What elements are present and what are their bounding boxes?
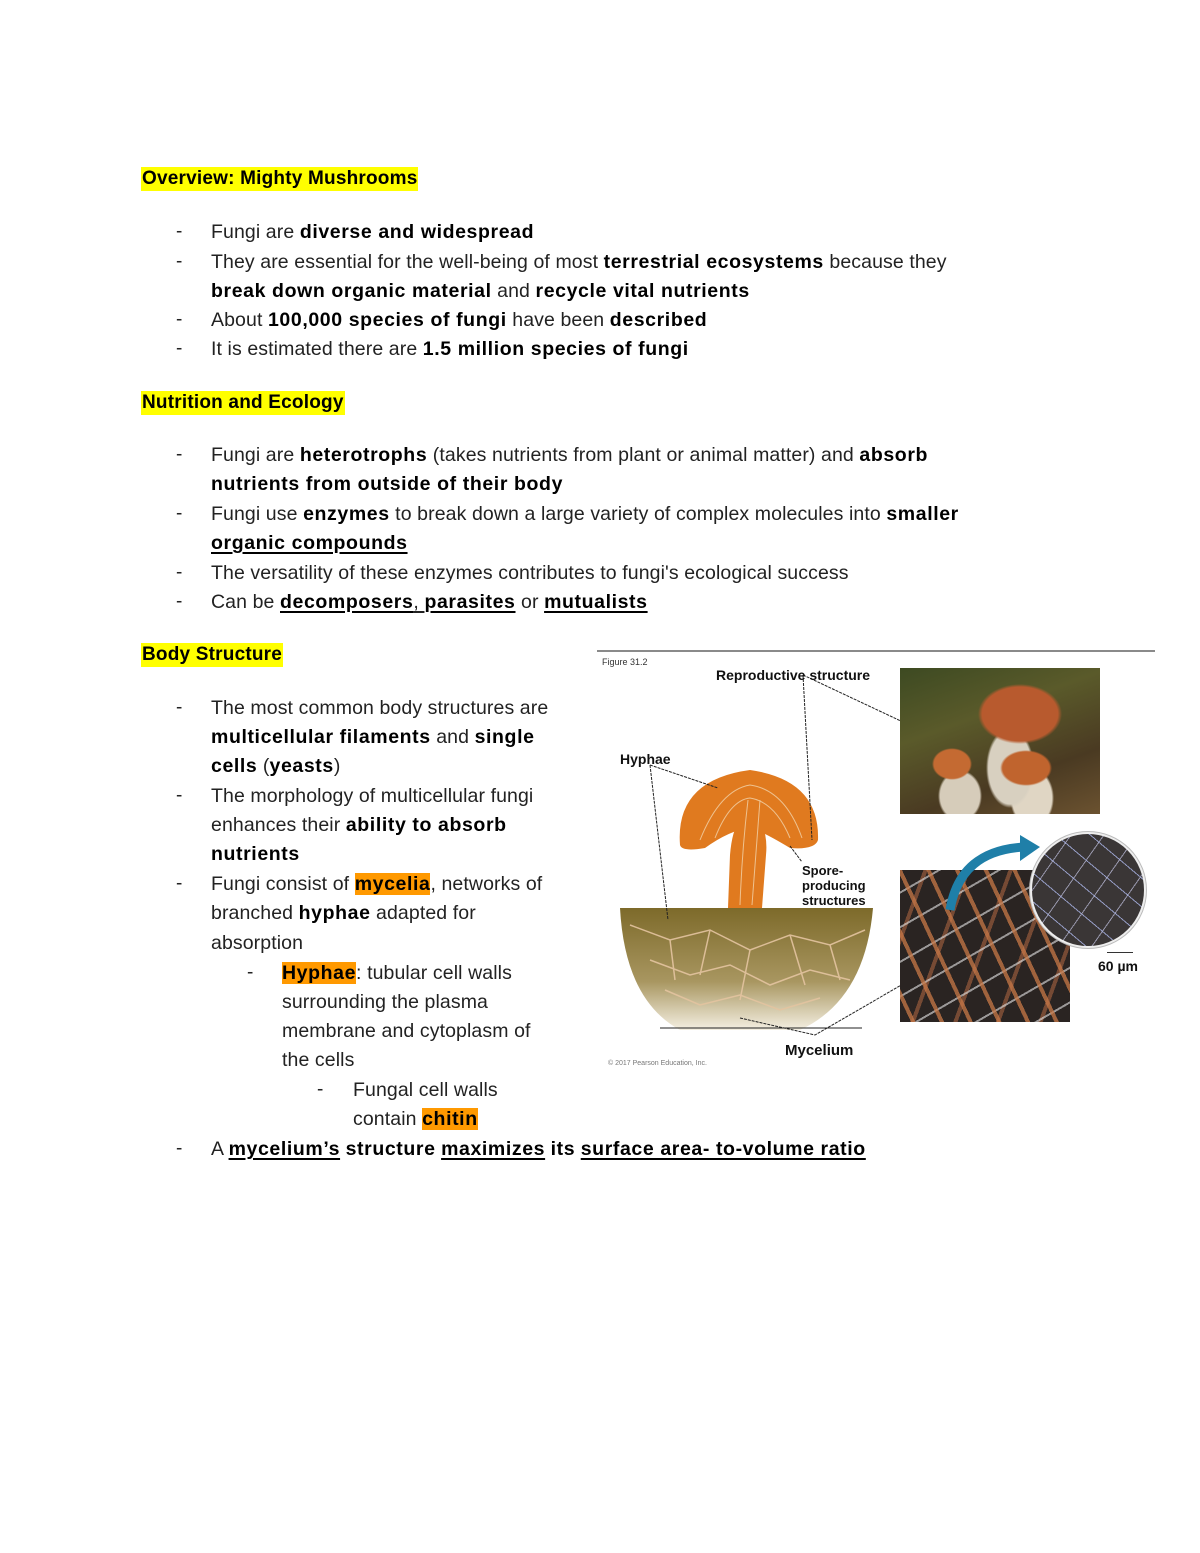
bullet-text: About 100,000 species of fungi have been described — [211, 309, 708, 331]
bullet-dash: - — [176, 873, 183, 894]
bullet-text: Can be decomposers, parasites or mutualists — [211, 591, 648, 613]
label-scale: 60 µm — [1098, 958, 1138, 974]
highlight-chitin: chitin — [422, 1108, 478, 1130]
bullet-text: A mycelium’s structure maximizes its surface area- to-volume ratio — [211, 1138, 866, 1160]
label-spore-1: Spore- — [802, 863, 844, 878]
bullet-text: Fungi are heterotrophs (takes nutrients from plant or animal matter) and absorb — [211, 444, 929, 466]
label-mycelium: Mycelium — [785, 1042, 854, 1059]
sub-bullet-text-continued: membrane and cytoplasm of — [282, 1020, 531, 1042]
sub-bullet-text: Hyphae: tubular cell walls — [282, 962, 512, 984]
bullet-dash: - — [176, 503, 183, 524]
bullet-dash: - — [176, 1138, 183, 1159]
sub-bullet-dash: - — [247, 962, 254, 983]
bullet-text: Fungi are diverse and widespread — [211, 221, 535, 243]
bullet-text-continued: cells (yeasts) — [211, 755, 341, 777]
bullet-dash: - — [176, 591, 183, 612]
bullet-text-continued: multicellular filaments and single — [211, 726, 535, 748]
figure-credit: © 2017 Pearson Education, Inc. — [608, 1060, 707, 1067]
micrograph-inset — [1030, 832, 1146, 948]
bullet-text-continued: organic compounds — [211, 532, 408, 554]
label-spore-3: structures — [802, 893, 866, 908]
bullet-dash: - — [176, 444, 183, 465]
bullet-text: They are essential for the well-being of most terrestrial ecosystems because they — [211, 251, 947, 273]
bullet-text-continued: enhances their ability to absorb — [211, 814, 507, 836]
heading-body-structure: Body Structure — [142, 644, 283, 665]
bullet-dash: - — [176, 562, 183, 583]
label-hyphae: Hyphae — [620, 751, 671, 767]
bullet-dash: - — [176, 309, 183, 330]
bullet-dash: - — [176, 785, 183, 806]
sub-sub-bullet-text-continued: contain chitin — [353, 1108, 478, 1130]
mushroom-photo — [900, 668, 1100, 814]
highlight-mycelia: mycelia — [354, 873, 431, 895]
bullet-dash: - — [176, 221, 183, 242]
label-reproductive-structure: Reproductive structure — [716, 667, 871, 683]
sub-bullet-text-continued: surrounding the plasma — [282, 991, 488, 1013]
bullet-text-continued: nutrients — [211, 843, 300, 865]
bullet-text: Fungi consist of mycelia, networks of — [211, 873, 543, 895]
figure-fungal-structure — [590, 640, 1170, 1080]
bullet-dash: - — [176, 251, 183, 272]
figure-caption: Figure 31.2 — [602, 657, 648, 667]
sub-sub-bullet-text: Fungal cell walls — [353, 1079, 498, 1101]
sub-sub-bullet-dash: - — [317, 1079, 324, 1100]
heading-nutrition-ecology: Nutrition and Ecology — [142, 392, 344, 413]
bullet-text-continued: nutrients from outside of their body — [211, 473, 564, 495]
sub-bullet-text-continued: the cells — [282, 1049, 355, 1071]
scale-bar — [1107, 952, 1133, 953]
bullet-text-continued: branched hyphae adapted for — [211, 902, 476, 924]
heading-overview: Overview: Mighty Mushrooms — [142, 168, 418, 189]
bullet-text: The versatility of these enzymes contributes to fungi's ecological success — [211, 562, 849, 584]
bullet-dash: - — [176, 697, 183, 718]
bullet-text-continued: absorption — [211, 932, 304, 954]
bullet-dash: - — [176, 338, 183, 359]
highlight-hyphae: Hyphae — [282, 962, 357, 984]
label-spore-2: producing — [802, 878, 866, 893]
bullet-text-continued: break down organic material and recycle vital nutrients — [211, 280, 750, 302]
bullet-text: The morphology of multicellular fungi — [211, 785, 534, 807]
bullet-text: It is estimated there are 1.5 million species of fungi — [211, 338, 689, 360]
bullet-text: The most common body structures are — [211, 697, 549, 719]
bullet-text: Fungi use enzymes to break down a large variety of complex molecules into smaller — [211, 503, 959, 525]
